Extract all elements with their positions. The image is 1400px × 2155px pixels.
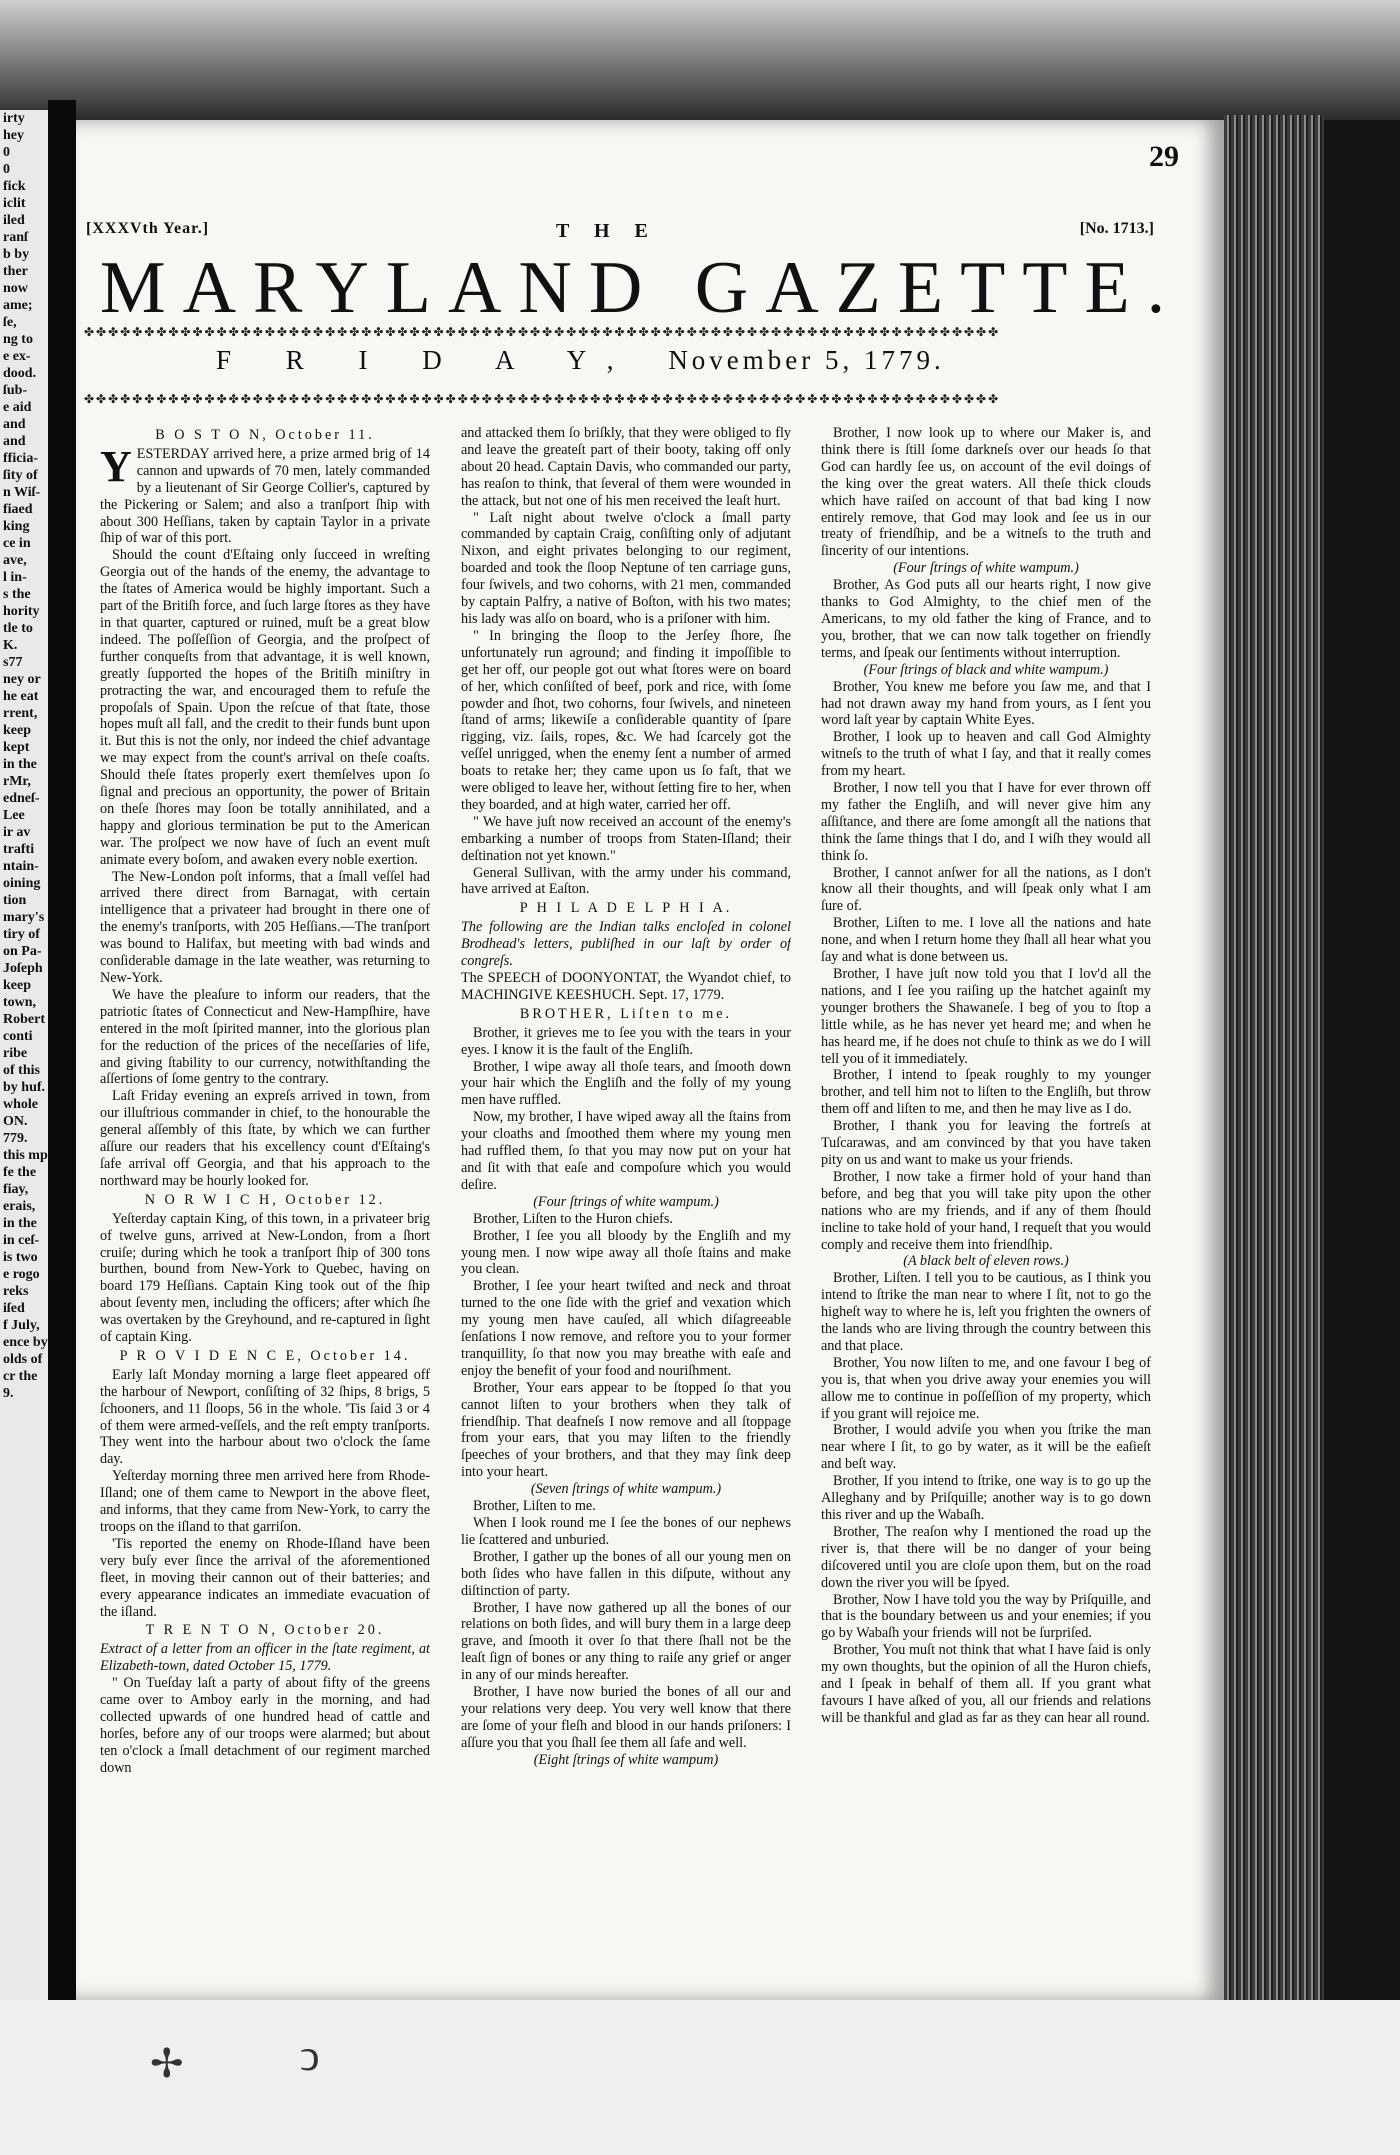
wampum-note: (Seven ſtrings of white wampum.) — [530, 1481, 722, 1498]
adjacent-page-text: ney or — [3, 672, 41, 687]
article-paragraph: Yeſterday morning three men arrived here from Rhode-Iſland; one of them came to Newport in the above fleet, and informs, that they came from New-York, to carry the troops on the iſland to that garriſon. — [100, 1468, 430, 1535]
article-paragraph: When I look round me I ſee the bones of our nephews lie ſcattered and unburied. — [461, 1515, 791, 1548]
adjacent-page-text: hey — [3, 128, 24, 143]
adjacent-page-text: in the — [3, 757, 37, 772]
dateline-date: November 5, 1779. — [668, 345, 945, 375]
italic-intro: The following are the Indian talks encloſed in colonel Brodhead's letters, publiſhed in our laſt by order of congreſs. — [461, 919, 791, 970]
section-heading: T R E N T O N, October 20. — [145, 1622, 385, 1639]
adjacent-page-text: conti — [3, 1029, 33, 1044]
article-paragraph: Brother, I cannot anſwer for all the nations, as I don't know all their thoughts, and will ſpeak only what I am ſure of. — [821, 864, 1151, 915]
adjacent-page-text: whole — [3, 1097, 38, 1112]
article-text: ESTERDAY arrived here, a prize armed brig of 14 cannon and upwards of 70 men, lately commanded by a lieutenant of Sir George Collier's, captured by the Pickering or Salem; and also a tranſport ſhip with about 300 Heſſians, taken by captain Taylor in a private ſhip of war of this port. — [100, 445, 430, 547]
adjacent-page-text: e aid — [3, 400, 32, 415]
scan-mark: ↄ — [300, 2031, 320, 2080]
article-paragraph: The New-London poſt informs, that a ſmall veſſel had arrived there direct from Barnagat, with certain intelligence that a privateer had brought in there one of the enemy's tranſports, with 205 Heſſians.—The tranſport was bound to Halifax, but meeting with bad winds and conſiderable damage in the late weather, was returning to New-York. — [100, 868, 430, 986]
article-paragraph: Brother, You now liſten to me, and one favour I beg of you is, that when you drive away your enemies you will allow me to continue in poſſeſſion of my property, which if you grant will rejoice me. — [821, 1354, 1151, 1422]
adjacent-page-text: ntain- — [3, 859, 39, 874]
scan-background-top — [0, 0, 1400, 120]
column-1 — [100, 425, 430, 1985]
adjacent-page-text: edneſ- — [3, 791, 40, 806]
adjacent-page-text: town, — [3, 995, 37, 1010]
article-paragraph: Brother, I ſee you all bloody by the Engliſh and my young men. I now wipe away all thoſe ſtains and make you clean. — [461, 1227, 791, 1278]
article-paragraph: Brother, Liſten. I tell you to be cautious, as I think you intend to ſtrike the man near to where I ſit, not to go the higheſt way to where he is, leſt you frighten the owners of the lands who are living through the country between this and that place. — [821, 1270, 1151, 1354]
adjacent-page-text: b by — [3, 247, 30, 262]
article-paragraph: " We have juſt now received an account of the enemy's embarking a number of troops from Staten-Iſland; their deſtination not yet known." — [461, 813, 791, 864]
adjacent-page-text: trafti — [3, 842, 35, 857]
adjacent-page-text: erais, — [3, 1199, 36, 1214]
article-paragraph: Brother, it grieves me to ſee you with the tears in your eyes. I know it is the fault of the Engliſh. — [461, 1024, 791, 1058]
article-paragraph — [100, 441, 430, 547]
adjacent-page-text: s the — [3, 587, 31, 602]
adjacent-page-text: iclit — [3, 196, 26, 211]
adjacent-page-text: ng to — [3, 332, 33, 347]
adjacent-page-text: hority — [3, 604, 40, 619]
adjacent-page-text: in the — [3, 1216, 37, 1231]
article-paragraph: Brother, I now take a firmer hold of your hand than before, and beg that you will take pity upon the other nations who are my friends, and if any of them ſhould incline to take hold of your hand, I requeſt that you would comply and receive them into friendſhip. — [821, 1168, 1151, 1253]
article-paragraph: Brother, Liſten to the Huron chiefs. — [473, 1210, 673, 1227]
masthead-the: T H E — [556, 220, 658, 242]
adjacent-page-text: 0 — [3, 162, 10, 177]
adjacent-page-text: e rogo — [3, 1267, 40, 1282]
adjacent-page-text: iſed — [3, 1301, 25, 1316]
article-paragraph: Brother, Liſten to me. — [473, 1498, 596, 1515]
article-paragraph: Brother, I now tell you that I have for ever thrown off my father the Engliſh, and will never give him any aſſiſtance, and there are ſome amongſt all the nations that think the ſame things that I do, and I wiſh they would all think ſo. — [821, 780, 1151, 864]
adjacent-page-text: fick — [3, 179, 26, 194]
adjacent-page-text: Lee — [3, 808, 25, 823]
adjacent-page-text: irty — [3, 111, 25, 126]
newspaper-page — [76, 120, 1224, 2000]
adjacent-page-text: ranſ — [3, 230, 28, 245]
article-paragraph: Brother, The reaſon why I mentioned the road up the river is, that there will be no danger of your being diſcovered until you are cloſe upon them, but on the road down the river you will be ſpyed. — [821, 1523, 1151, 1591]
article-paragraph: Laſt Friday evening an expreſs arrived in town, from our illuſtrious commander in chief, to the honourable the general aſſembly of this ſtate, by which we can further aſſure our readers that his excellency count d'Eſtaing's ſafe arrival off Georgia, and that his approach to the northward may be hourly looked for. — [100, 1088, 430, 1189]
article-paragraph: Brother, I gather up the bones of all our young men on both ſides who have fallen in this diſpute, without any diſtinction of party. — [461, 1548, 791, 1599]
adjacent-page-text: dood. — [3, 366, 37, 381]
adjacent-page-text: reks — [3, 1284, 29, 1299]
adjacent-page-text: ſity of — [3, 468, 38, 483]
adjacent-page-text: Robert — [3, 1012, 45, 1027]
adjacent-page-text: ame; — [3, 298, 33, 313]
wampum-note: (A black belt of eleven rows.) — [903, 1253, 1069, 1270]
adjacent-page-text: K. — [3, 638, 18, 653]
adjacent-page-text: tle to — [3, 621, 33, 636]
article-paragraph: The SPEECH of DOONYONTAT, the Wyandot chief, to MACHINGIVE KEESHUCH. Sept. 17, 1779. — [461, 970, 791, 1003]
page-edges — [1224, 115, 1324, 2005]
adjacent-page-text: tiry of — [3, 927, 40, 942]
article-paragraph: Brother, I wipe away all thoſe tears, and ſmooth down your hair which the Engliſh and the folly of my young men have ruffled. — [461, 1058, 791, 1109]
adjacent-page-text: rrent, — [3, 706, 38, 721]
adjacent-page-text: king — [3, 519, 30, 534]
article-paragraph: Brother, I now look up to where our Maker is, and think there is ſtill ſome darkneſs over our heads ſo that God can hardly ſee us, on account of the evil doings of the king over the great waters. All theſe thick clouds which have raiſed on account of that bad king I now entirely remove, that God may look and ſee us in our treaty of friendſhip, and be a witneſs to the truth and ſincerity of our intentions. — [821, 425, 1151, 560]
adjacent-page-text: s77 — [3, 655, 23, 670]
wampum-note: (Four ſtrings of white wampum.) — [533, 1193, 719, 1210]
issue-number: [No. 1713.] — [1079, 220, 1154, 237]
article-paragraph: Brother, Liſten to me. I love all the nations and hate none, and when I return home they ſhall all hear what you ſay and what is done between us. — [821, 915, 1151, 966]
wampum-note: (Four ſtrings of white wampum.) — [893, 560, 1079, 577]
adjacent-page-text: 779. — [3, 1131, 28, 1146]
article-paragraph: " Laſt night about twelve o'clock a ſmall party commanded by captain Craig, conſiſting only of adjutant Nixon, and eight privates belonging to our regiment, boarded and took the ſloop Neptune of ten carriage guns, four ſwivels, and two cohorns, with 21 men, commanded by captain Palfry, a native of Boſton, with his two mates; his lady was alſo on board, who is a priſoner with him. — [461, 509, 791, 627]
article-paragraph: Brother, I look up to heaven and call God Almighty witneſs to the truth of what I ſay, and that it really comes from my heart. — [821, 729, 1151, 780]
column-2 — [461, 425, 791, 1985]
adjacent-page-text: iled — [3, 213, 25, 228]
dateline — [216, 345, 945, 376]
article-paragraph: General Sullivan, with the army under his command, have arrived at Eaſton. — [461, 864, 791, 898]
adjacent-page-text: 0 — [3, 145, 10, 160]
section-heading: B O S T O N, October 11. — [155, 427, 375, 443]
article-paragraph: Brother, You muſt not think that what I have ſaid is only my own thoughts, but the opinion of all the Huron chiefs, and I ſpeak in behalf of them all. If you grant what favours I have aſked of you, all our friends and relations will be thankful and glad as far as they can hear all round. — [821, 1642, 1151, 1726]
adjacent-page-text: fiay, — [3, 1182, 29, 1197]
adjacent-page-text: kept — [3, 740, 30, 755]
article-paragraph: Brother, I intend to ſpeak roughly to my younger brother, and tell him not to liſten to the Engliſh, but throw them off and liſten to me, and then he may live as I do. — [821, 1067, 1151, 1118]
ornament-rule-top: ✤✤✤✤✤✤✤✤✤✤✤✤✤✤✤✤✤✤✤✤✤✤✤✤✤✤✤✤✤✤✤✤✤✤✤✤✤✤✤✤✤✤✤✤✤✤✤✤✤✤✤✤✤✤✤✤✤✤✤✤✤✤✤✤✤✤✤✤✤✤✤✤✤✤✤✤ — [84, 325, 1001, 339]
article-paragraph: and attacked them ſo briſkly, that they were obliged to fly and leave the greateſt part of their booty, taking off only about 20 head. Captain Davis, who commanded our party, has reaſon to think, that ſeveral of them were wounded in the attack, but not one of his men received the leaſt hurt. — [461, 425, 791, 509]
adjacent-page-text: ther — [3, 264, 28, 279]
adjacent-page-text: rMr, — [3, 774, 31, 789]
page-number: 29 — [1149, 140, 1179, 173]
article-paragraph: " In bringing the ſloop to the Jerſey ſhore, ſhe unfortunately run aground; and finding it impoſſible to get her off, our people got out what ſtores were on board of her, which conſiſted of beef, pork and rice, with ſome powder and ſhot, two cohorns, four ſwivels, and nineteen ſtand of arms; likewiſe a conſiderable quantity of ſpare rigging, viz. ſails, ropes, &c. We had ſcarcely got the veſſel unrigged, when the enemy ſent a number of armed boats to retake her; they came upon us ſo faſt, that we were obliged to leave her, without ſetting fire to her, when they boarded, and at high water, carried her off. — [461, 627, 791, 813]
adjacent-page-text: ave, — [3, 553, 27, 568]
adjacent-page-text: on Pa- — [3, 944, 42, 959]
adjacent-page-text: ON. — [3, 1114, 28, 1129]
adjacent-page-text: mary's — [3, 910, 45, 925]
column-3 — [821, 425, 1151, 1985]
section-heading: P R O V I D E N C E, October 14. — [119, 1347, 411, 1364]
article-paragraph: Should the count d'Eſtaing only ſucceed in wreſting Georgia out of the hands of the enemy, the advantage to the ſtates of America would be highly important. Such a part of the Britiſh force, and ſuch large ſtores as they have in that quarter, captured or ruined, muſt be a great blow indeed. The poſſeſſion of Georgia, and the proſpect of further conqueſts from that advantage, it is well known, greatly ſupported the hopes of the Britiſh miniſtry in protracting the war, and encouraged them to refuſe the propoſals of Spain. Upon the reſcue of that ſtate, those hopes muſt all fall, and the credit to their funds bunt upon it. But this is not the only, nor indeed the chief advantage we may expect from the count's arrival on theſe coaſts. Should theſe ſtates properly exert themſelves upon ſo ſignal and precious an opportunity, the power of Britain on theſe ſhores may ſoon be totally annihilated, and a happy and glorious termination be put to the American war. The proſpect we now have of ſuch an event muſt animate every boſom, and awaken every noble exertion. — [100, 547, 430, 868]
adjacent-page-text: cr the — [3, 1369, 38, 1384]
adjacent-page-text: and — [3, 434, 26, 449]
adjacent-page-text: f July, — [3, 1318, 40, 1333]
adjacent-page-text: ence by — [3, 1335, 48, 1350]
section-heading: P H I L A D E L P H I A. — [519, 900, 733, 917]
article-paragraph: Brother, Now I have told you the way by Priſquille, and that is the boundary between us and your enemies; if you go by Wabaſh your friends will not be ſurpriſed. — [821, 1591, 1151, 1642]
article-paragraph: Brother, You knew me before you ſaw me, and that I had not drawn away my hand from yours, as I ſent you word laſt year by captain White Eyes. — [821, 678, 1151, 729]
adjacent-page-text: this mp — [3, 1148, 48, 1163]
adjacent-page-text: l in- — [3, 570, 27, 585]
adjacent-page-text: keep — [3, 723, 31, 738]
wampum-note: (Eight ſtrings of white wampum) — [533, 1751, 719, 1768]
article-paragraph: Brother, As God puts all our hearts right, I now give thanks to God Almighty, to the chief men of the Americans, to my old father the king of France, and to you, brother, that we can now talk together on friendly terms, and ſpeak our ſentiments without interruption. — [821, 577, 1151, 661]
ornament-rule-bottom: ✤✤✤✤✤✤✤✤✤✤✤✤✤✤✤✤✤✤✤✤✤✤✤✤✤✤✤✤✤✤✤✤✤✤✤✤✤✤✤✤✤✤✤✤✤✤✤✤✤✤✤✤✤✤✤✤✤✤✤✤✤✤✤✤✤✤✤✤✤✤✤✤✤✤✤✤ — [84, 392, 1001, 406]
year-label: [XXXVth Year.] — [86, 220, 210, 237]
adjacent-page-text: fe the — [3, 1165, 37, 1180]
adjacent-page-text: in ceſ- — [3, 1233, 40, 1248]
article-paragraph: Brother, I would adviſe you when you ſtrike the man near where I ſit, to go by water, as it will be the eaſieſt and beſt way. — [821, 1422, 1151, 1473]
adjacent-page-text: Joſeph — [3, 961, 43, 976]
article-paragraph: 'Tis reported the enemy on Rhode-Iſland have been very buſy ever ſince the arrival of the aforementioned fleet, in moving their cannon out of their batteries; and every appearance indicates an immediate evacuation of the iſland. — [100, 1535, 430, 1620]
adjacent-page-text: ir av — [3, 825, 31, 840]
article-paragraph: Brother, I have juſt now told you that I lov'd all the nations, and I ſee you raiſing up the hatchet againſt my younger brothers the Shawaneſe. I beg of you to ſtop a little while, as he has never yet heard me; and when he has heard me, if he does not chuſe to think as we do I will tell you of it immediately. — [821, 966, 1151, 1067]
article-paragraph: " On Tueſday laſt a party of about fifty of the greens came over to Amboy early in the morning, and had collected upwards of one hundred head of cattle and horſes, before any of our troops were alarmed; but about ten o'clock a ſmall detachment of our regiment marched down — [100, 1675, 430, 1776]
section-heading: BROTHER, Liſten to me. — [519, 1005, 733, 1022]
adjacent-page-text: fficia- — [3, 451, 38, 466]
article-paragraph: Early laſt Monday morning a large fleet appeared off the harbour of Newport, conſiſting of 32 ſhips, 8 brigs, 5 ſchooners, and 11 ſloops, 56 in the whole. 'Tis ſaid 3 or 4 of them were armed-veſſels, and the reſt empty tranſports. They went into the harbour about two o'clock the ſame day. — [100, 1366, 430, 1468]
article-paragraph: Brother, Your ears appear to be ſtopped ſo that you cannot liſten to your brothers when they talk of friendſhip. That deafneſs I now remove and all ſtoppage from your ears, that you may liſten to the friendly ſpeeches of your brothers, and that they may ſink deep into your heart. — [461, 1379, 791, 1481]
article-paragraph: We have the pleaſure to inform our readers, that the patriotic ſtates of Connecticut and New-Hampſhire, have entered in the moſt ſpirited manner, into the glorious plan for the reduction of the prices of the neceſſaries of life, and giving ſtability to our currency, notwithſtanding the aſſertions of ſome gentry to the contrary. — [100, 986, 430, 1088]
section-heading: N O R W I C H, October 12. — [144, 1191, 386, 1208]
adjacent-page-text: fiaed — [3, 502, 33, 517]
adjacent-page-fragment — [0, 110, 51, 2010]
article-paragraph: Now, my brother, I have wiped away all the ſtains from your cloaths and ſmoothed them where my young men had ruffled them, ſo that you may now put on your hat and ſit with that eaſe and compoſure which you would deſire. — [461, 1109, 791, 1193]
adjacent-page-text: ſub- — [3, 383, 28, 398]
adjacent-page-text: and — [3, 417, 26, 432]
adjacent-page-text: oining — [3, 876, 41, 891]
adjacent-page-text: n Wiſ- — [3, 485, 41, 500]
drop-cap: Y — [100, 441, 132, 491]
adjacent-page-text: olds of — [3, 1352, 43, 1367]
masthead-title: MARYLAND GAZETTE. — [99, 247, 1183, 329]
book-gutter — [48, 100, 76, 2020]
adjacent-page-text: now — [3, 281, 28, 296]
italic-intro: Extract of a letter from an officer in the ſtate regiment, at Elizabeth-town, dated October 15, 1779. — [100, 1641, 430, 1675]
adjacent-page-text: he eat — [3, 689, 39, 704]
article-paragraph: Brother, I have now gathered up all the bones of our relations on both ſides, and will bury them in a large deep grave, and ſmooth it over ſo that there ſhall not be the leaſt ſign of bones or any thing to raiſe any grief or anger in any of our minds hereafter. — [461, 1599, 791, 1684]
article-paragraph: Yeſterday captain King, of this town, in a privateer brig of twelve guns, arrived at New-London, from a ſhort cruiſe; during which he took a tranſport ſhip of 300 tons burthen, bound from New-York to Quebec, having on board 179 Heſſians. Captain King took out of the ſhip about ſeventy men, including the officers; after which ſhe was overtaken by the Greyhound, and re-captured in ſight of captain King. — [100, 1210, 430, 1346]
adjacent-page-text: tion — [3, 893, 27, 908]
adjacent-page-text: by huf. — [3, 1080, 46, 1095]
article-paragraph: Brother, I ſee your heart twiſted and neck and throat turned to the one ſide with the grief and vexation which my young men have cauſed, all which diſagreeable ſenſations I now remove, and reſtore you to your former tranquillity, ſo that now you may breathe with eaſe and enjoy the benefit of your food and nouriſhment. — [461, 1278, 791, 1379]
adjacent-page-text: of this — [3, 1063, 40, 1078]
adjacent-page-text: keep — [3, 978, 31, 993]
adjacent-page-text: is two — [3, 1250, 38, 1265]
scan-background-bottom — [0, 2000, 1400, 2155]
adjacent-page-text: ribe — [3, 1046, 28, 1061]
adjacent-page-text: ſe, — [3, 315, 17, 330]
dateline-day: F R I D A Y, — [216, 345, 638, 375]
article-paragraph: Brother, If you intend to ſtrike, one way is to go up the Alleghany and by Priſquille; another way is to go down this river and up the Wabaſh. — [821, 1473, 1151, 1523]
article-paragraph: Brother, I thank you for leaving the fortreſs at Tuſcarawas, and am convinced by that you have taken pity on us and want to make us your friends. — [821, 1118, 1151, 1168]
article-paragraph: Brother, I have now buried the bones of all our and your relations very deep. You very well know that there are ſome of your fleſh and blood in our hands priſoners: I aſſure you that you ſhall ſee them all ſafe and well. — [461, 1684, 791, 1751]
wampum-note: (Four ſtrings of black and white wampum.) — [863, 661, 1109, 678]
adjacent-page-text: 9. — [3, 1386, 14, 1401]
scan-mark: ✢ — [150, 2041, 184, 2086]
adjacent-page-text: ce in — [3, 536, 31, 551]
adjacent-page-text: e ex- — [3, 349, 31, 364]
